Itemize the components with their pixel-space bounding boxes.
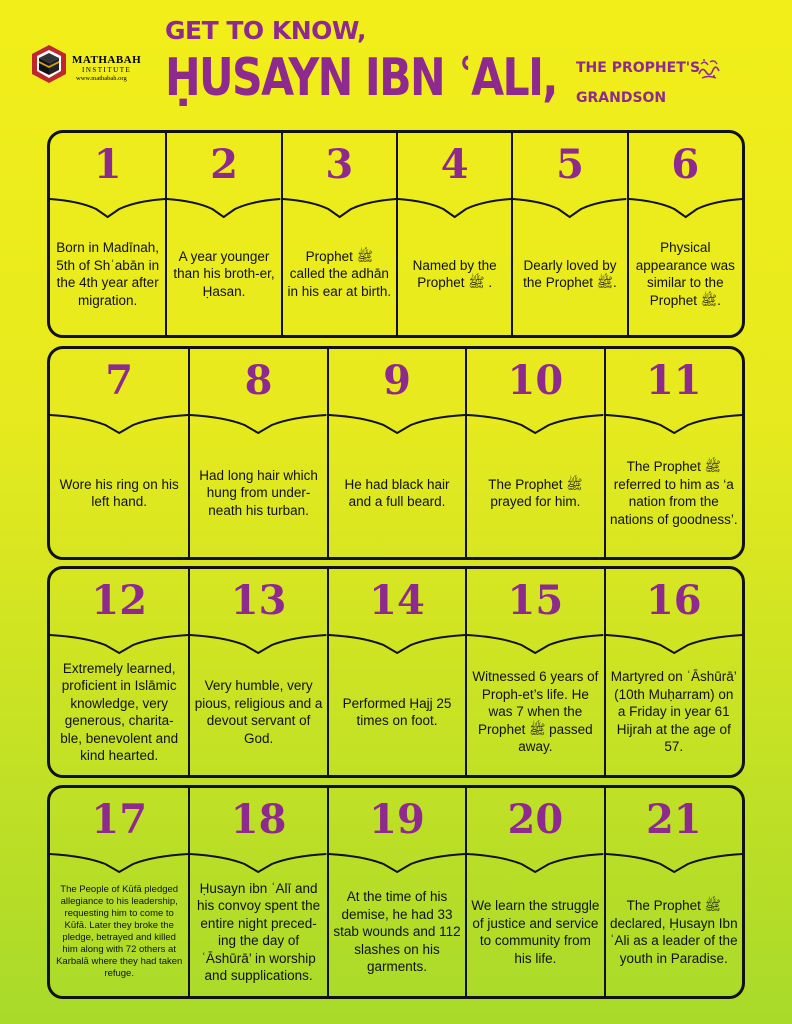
fact-text bbox=[610, 872, 738, 992]
fact-row-1 bbox=[47, 130, 745, 338]
fact-text bbox=[471, 433, 599, 553]
fact-text-content: At the time of his demise, he had 33 stab wounds and 112 slashes on his garments. bbox=[333, 889, 461, 975]
fact-card-1 bbox=[50, 133, 165, 335]
fact-card-3 bbox=[281, 133, 396, 335]
logo-url: www.mathabah.org bbox=[76, 75, 127, 82]
fact-text bbox=[610, 433, 738, 553]
fact-number: 15 bbox=[507, 577, 564, 624]
logo-subtitle: INSTITUTE bbox=[82, 66, 132, 74]
fact-text-content: He had black hair and a full beard. bbox=[344, 476, 450, 509]
ribbon-fold-line bbox=[190, 633, 326, 655]
fact-number: 11 bbox=[645, 357, 702, 404]
fact-number: 16 bbox=[645, 577, 702, 624]
fact-number: 19 bbox=[369, 796, 425, 843]
fact-card-7 bbox=[50, 349, 188, 557]
fact-text-content: Martyred on ʿĀshūrā’ (10th Muḥarram) on a Friday in year 61 Hijrah at the age of 57. bbox=[610, 669, 737, 755]
fact-number: 12 bbox=[91, 577, 148, 624]
fact-text-content: Very humble, very pious, religious and a devout servant of God. bbox=[194, 678, 323, 746]
title-line-1: GET TO KNOW, bbox=[165, 16, 366, 45]
fact-number: 10 bbox=[507, 357, 564, 404]
fact-text bbox=[633, 217, 738, 331]
fact-card-4 bbox=[396, 133, 511, 335]
fact-number: 6 bbox=[671, 141, 700, 188]
fact-text bbox=[610, 653, 738, 771]
fact-card-17 bbox=[50, 788, 188, 996]
ribbon-fold-line bbox=[50, 852, 188, 874]
fact-number: 20 bbox=[507, 796, 564, 843]
ribbon-fold-line bbox=[190, 413, 326, 435]
fact-text-content: Wore his ring on his left hand. bbox=[59, 476, 179, 509]
fact-card-14 bbox=[327, 569, 465, 775]
fact-card-6 bbox=[627, 133, 742, 335]
fact-row-2 bbox=[47, 346, 745, 560]
fact-card-18 bbox=[188, 788, 326, 996]
fact-text bbox=[171, 217, 276, 331]
ribbon-fold-line bbox=[467, 413, 603, 435]
fact-row-4 bbox=[47, 785, 745, 999]
ribbon-fold-line bbox=[606, 413, 742, 435]
fact-card-20 bbox=[465, 788, 603, 996]
fact-text bbox=[402, 217, 507, 331]
fact-number: 14 bbox=[369, 577, 425, 624]
ribbon-fold-line bbox=[606, 852, 742, 874]
ribbon-fold-line bbox=[329, 413, 465, 435]
fact-text-content: Ḥusayn ibn ʿAlī and his convoy spent the entire night preced-ing the day of ʿĀshūrā’ in worship and supplications. bbox=[197, 880, 321, 983]
ribbon-fold-line bbox=[50, 413, 188, 435]
fact-text bbox=[54, 872, 184, 992]
fact-text-content: The Prophet ﷺ referred to him as ‘a nation from the nations of goodness’. bbox=[609, 459, 738, 527]
ribbon-fold-line bbox=[329, 633, 465, 655]
mathabah-logo bbox=[30, 44, 160, 94]
fact-text-content: Extremely learned, proficient in Islāmic knowledge, very generous, charita-ble, benevolent and kind hearted. bbox=[60, 660, 179, 763]
fact-text bbox=[333, 872, 461, 992]
fact-card-5 bbox=[511, 133, 626, 335]
fact-text-content: Physical appearance was similar to the Prophet ﷺ. bbox=[635, 240, 735, 308]
fact-number: 18 bbox=[230, 796, 287, 843]
fact-text-content: Named by the Prophet ﷺ . bbox=[412, 257, 497, 290]
fact-card-9 bbox=[327, 349, 465, 557]
fact-number: 9 bbox=[383, 357, 411, 404]
salawat-calligraphy-icon bbox=[696, 56, 722, 82]
fact-text-content: The Prophet ﷺ prayed for him. bbox=[488, 476, 583, 509]
fact-card-8 bbox=[188, 349, 326, 557]
ribbon-fold-line bbox=[629, 197, 742, 219]
fact-number: 13 bbox=[230, 577, 287, 624]
fact-card-2 bbox=[165, 133, 280, 335]
ribbon-fold-line bbox=[513, 197, 626, 219]
fact-text-content: A year younger than his broth-er, Ḥasan. bbox=[173, 248, 275, 299]
fact-text bbox=[287, 217, 392, 331]
fact-text bbox=[54, 653, 184, 771]
fact-text-content: Witnessed 6 years of Proph-et’s life. He was 7 when the Prophet ﷺ passed away. bbox=[472, 669, 599, 755]
fact-card-21 bbox=[604, 788, 742, 996]
fact-number: 21 bbox=[645, 796, 702, 843]
fact-card-11 bbox=[604, 349, 742, 557]
fact-card-16 bbox=[604, 569, 742, 775]
fact-text bbox=[194, 872, 322, 992]
kaaba-hexagon-icon bbox=[30, 44, 68, 84]
fact-number: 17 bbox=[91, 796, 148, 843]
fact-card-13 bbox=[188, 569, 326, 775]
fact-text bbox=[54, 217, 161, 331]
ribbon-fold-line bbox=[50, 633, 188, 655]
fact-card-12 bbox=[50, 569, 188, 775]
fact-row-3 bbox=[47, 566, 745, 778]
ribbon-fold-line bbox=[190, 852, 326, 874]
fact-number: 8 bbox=[244, 357, 273, 404]
fact-text bbox=[333, 433, 461, 553]
fact-text-content: Born in Madīnah, 5th of Shʿabān in the 4th year after migration. bbox=[56, 240, 160, 308]
fact-text bbox=[471, 653, 599, 771]
logo-name: MATHABAH bbox=[72, 54, 142, 66]
fact-text bbox=[517, 217, 622, 331]
ribbon-fold-line bbox=[606, 633, 742, 655]
fact-text-content: Performed Ḥajj 25 times on foot. bbox=[342, 695, 452, 728]
fact-text bbox=[194, 433, 322, 553]
fact-number: 3 bbox=[325, 141, 354, 188]
ribbon-fold-line bbox=[167, 197, 280, 219]
fact-number: 2 bbox=[210, 141, 238, 188]
subtitle-line-2: GRANDSON bbox=[576, 90, 667, 106]
subtitle-line-1: THE PROPHET'S bbox=[576, 60, 701, 76]
fact-text-content: Had long hair which hung from under-neath his turban. bbox=[199, 467, 318, 518]
ribbon-fold-line bbox=[398, 197, 511, 219]
ribbon-fold-line bbox=[50, 197, 165, 219]
fact-text-content: Dearly loved by the Prophet ﷺ. bbox=[523, 257, 617, 290]
ribbon-fold-line bbox=[467, 633, 603, 655]
fact-text-content: The People of Kūfā pledged allegiance to his leadership, requesting him to come to Kūfā. Later they broke the pledge, betrayed and killed him along with 72 others at Karbalā where they had taken refuge. bbox=[56, 884, 183, 979]
ribbon-fold-line bbox=[329, 852, 465, 874]
fact-number: 1 bbox=[93, 141, 122, 188]
ribbon-fold-line bbox=[467, 852, 603, 874]
fact-text-content: We learn the struggle of justice and service to community from his life. bbox=[471, 898, 600, 966]
fact-number: 7 bbox=[105, 357, 134, 404]
fact-card-15 bbox=[465, 569, 603, 775]
fact-number: 5 bbox=[556, 141, 584, 188]
fact-text-content: Prophet ﷺ called the adhān in his ear at birth. bbox=[287, 248, 392, 299]
fact-number: 4 bbox=[440, 141, 469, 188]
page-title: ḤUSAYN IBN ʿALI, bbox=[165, 48, 557, 108]
fact-card-10 bbox=[465, 349, 603, 557]
ribbon-fold-line bbox=[283, 197, 396, 219]
fact-card-19 bbox=[327, 788, 465, 996]
fact-text-content: The Prophet ﷺ declared, Ḥusayn Ibn ʿAli as a leader of the youth in Paradise. bbox=[610, 898, 738, 966]
fact-text bbox=[54, 433, 184, 553]
fact-text bbox=[333, 653, 461, 771]
fact-text bbox=[471, 872, 599, 992]
fact-text bbox=[194, 653, 322, 771]
